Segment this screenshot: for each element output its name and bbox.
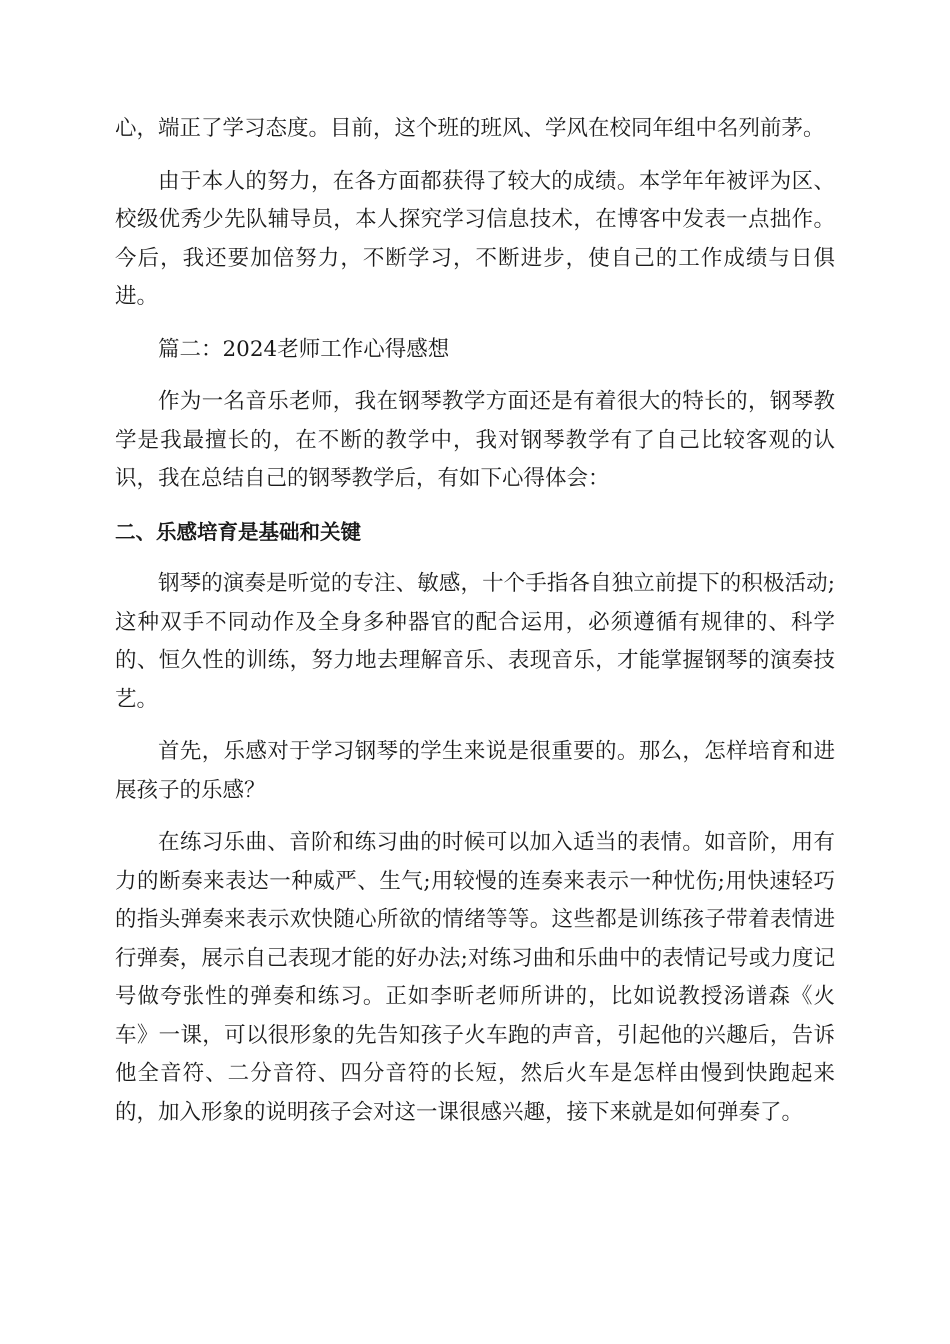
paragraph-musical-sense: 首先，乐感对于学习钢琴的学生来说是很重要的。那么，怎样培育和进展孩子的乐感？ [115,739,835,803]
document-body [115,110,835,1146]
paragraph-piano-performance: 钢琴的演奏是听觉的专注、敏感，十个手指各自独立前提下的积极活动;这种双手不同动作及全身多种器官的配合运用，必须遵循有规律的、科学的、恒久性的训练，努力地去理解音乐、表现音乐，才能掌握钢琴的演奏技艺。 [115,571,835,712]
section-heading: 二、乐感培育是基础和关键 [115,519,361,544]
paragraph-continuation: 心，端正了学习态度。目前，这个班的班风、学风在校同年组中名列前茅。 [115,116,825,141]
article-title-line: 篇二：2024老师工作心得感想 [158,336,450,362]
paragraph-practice-method: 在练习乐曲、音阶和练习曲的时候可以加入适当的表情。如音阶，用有力的断奏来表达一种威严、生气;用较慢的连奏来表示一种忧伤;用快速轻巧的指头弹奏来表示欢快随心所欲的情绪等等。这些都是训练孩子带着表情进行弹奏，展示自己表现才能的好办法;对练习曲和乐曲中的表情记号或力度记号做夸张性的弹奏和练习。正如李昕老师所讲的，比如说教授汤谱森《火车》一课，可以很形象的先告知孩子火车跑的声音，引起他的兴趣后，告诉他全音符、二分音符、四分音符的长短，然后火车是怎样由慢到快跑起来的，加入形象的说明孩子会对这一课很感兴趣，接下来就是如何弹奏了。 [115,830,835,1125]
paragraph-intro: 作为一名音乐老师，我在钢琴教学方面还是有着很大的特长的，钢琴教学是我最擅长的，在不断的教学中，我对钢琴教学有了自己比较客观的认识，我在总结自己的钢琴教学后，有如下心得体会： [115,389,835,491]
paragraph-achievements: 由于本人的努力，在各方面都获得了较大的成绩。本学年年被评为区、校级优秀少先队辅导员，本人探究学习信息技术，在博客中发表一点拙作。今后，我还要加倍努力，不断学习，不断进步，使自己的工作成绩与日俱进。 [115,168,835,309]
